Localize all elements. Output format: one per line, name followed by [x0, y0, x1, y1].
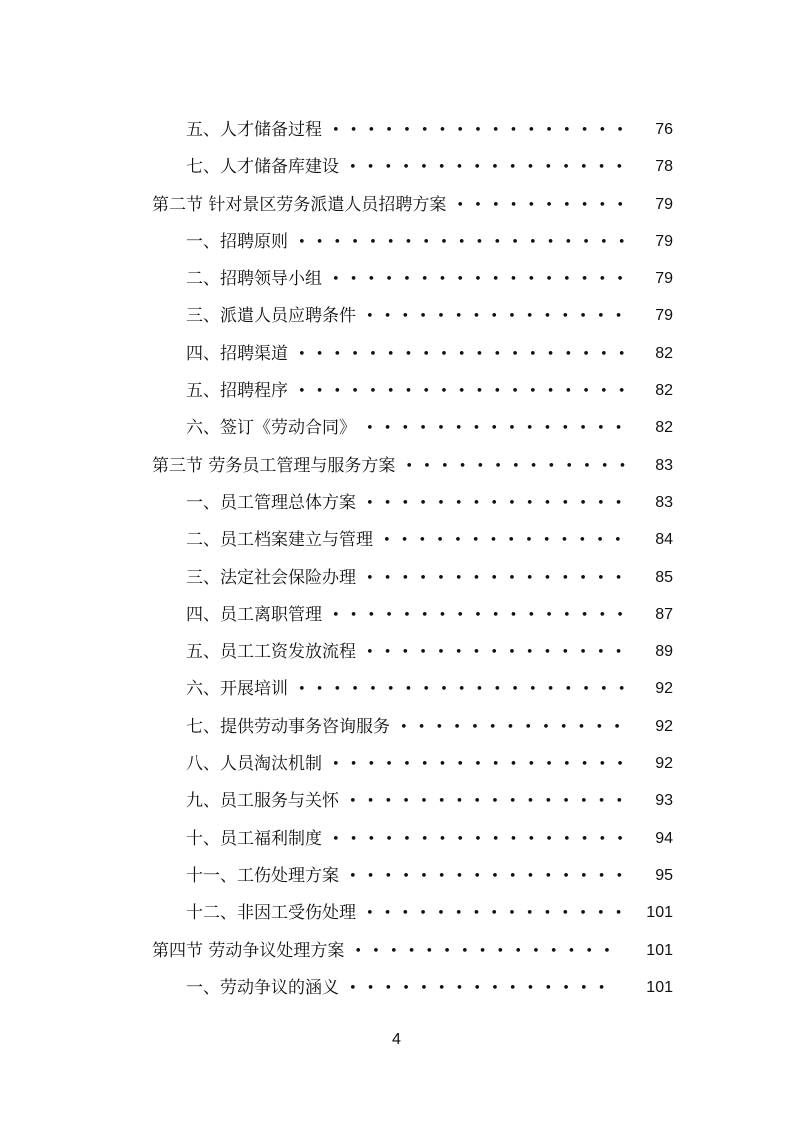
toc-dot-leader: ••••••••••••••• — [366, 309, 633, 325]
toc-subsection-entry[interactable] — [0, 261, 793, 298]
toc-section-entry[interactable] — [0, 448, 793, 485]
toc-subsection-entry[interactable] — [0, 336, 793, 373]
toc-entry-page: 92 — [655, 755, 673, 773]
toc-subsection-entry[interactable] — [0, 112, 793, 149]
toc-subsection-entry[interactable] — [0, 485, 793, 522]
toc-entry-page: 101 — [646, 904, 673, 922]
toc-subsection-entry[interactable] — [0, 149, 793, 186]
toc-dot-leader: ••••••••••••••••••• — [298, 234, 636, 250]
toc-entry-title: 一、劳动争议的涵义 — [186, 977, 339, 998]
toc-entry-title: 九、员工服务与关怀 — [186, 791, 339, 812]
toc-entry-title: 六、签订《劳动合同》 — [186, 418, 356, 439]
toc-subsection-entry[interactable] — [0, 410, 793, 447]
toc-entry-page: 94 — [655, 829, 673, 847]
toc-dot-leader: ••••••••••••••• — [366, 421, 633, 437]
toc-subsection-entry[interactable] — [0, 709, 793, 746]
toc-entry-page: 83 — [655, 456, 673, 474]
toc-entry-title: 第四节 劳动争议处理方案 — [152, 940, 345, 961]
toc-subsection-entry[interactable] — [0, 522, 793, 559]
toc-dot-leader: ••••••••••••••• — [349, 980, 616, 996]
toc-dot-leader: •••••••••••••••• — [349, 868, 634, 884]
toc-dot-leader: ••••••••••••••• — [366, 645, 633, 661]
toc-entry-title: 四、员工离职管理 — [186, 604, 322, 625]
toc-entry-page: 95 — [655, 866, 673, 884]
toc-entry-title: 七、提供劳动事务咨询服务 — [186, 716, 390, 737]
toc-dot-leader: ••••••••••••••••• — [332, 123, 635, 138]
toc-entry-page: 101 — [646, 941, 673, 959]
toc-entry-title: 七、人才储备库建设 — [186, 157, 339, 178]
toc-entry-title: 十一、工伤处理方案 — [186, 865, 339, 886]
toc-entry-title: 一、招聘原则 — [186, 231, 288, 252]
page-number: 4 — [392, 1031, 401, 1048]
toc-dot-leader: •••••••••••••••• — [349, 794, 634, 810]
toc-dot-leader: ••••••••••••••••• — [332, 757, 635, 773]
toc-dot-leader: ••••••••••••••• — [366, 570, 633, 586]
toc-subsection-entry[interactable] — [0, 746, 793, 783]
toc-entry-title: 五、招聘程序 — [186, 381, 288, 402]
toc-entry-title: 五、人才储备过程 — [186, 120, 322, 140]
toc-dot-leader: ••••••••••••• — [405, 458, 637, 474]
toc-subsection-entry[interactable] — [0, 373, 793, 410]
toc-entry-page: 79 — [655, 232, 673, 250]
toc-dot-leader: ••••••••••••••••••• — [298, 682, 636, 698]
toc-dot-leader: ••••••••••••••• — [354, 943, 621, 959]
toc-subsection-entry[interactable] — [0, 560, 793, 597]
toc-subsection-entry[interactable] — [0, 895, 793, 932]
toc-dot-leader: •••••••••••••• — [383, 533, 632, 549]
toc-dot-leader: •••••••••••••••• — [349, 160, 634, 176]
table-of-contents — [0, 112, 793, 1007]
toc-entry-title: 三、法定社会保险办理 — [186, 567, 356, 588]
toc-entry-page: 79 — [655, 307, 673, 325]
toc-entry-title: 二、招聘领导小组 — [186, 269, 322, 290]
toc-entry-page: 85 — [655, 568, 673, 586]
toc-entry-title: 六、开展培训 — [186, 679, 288, 700]
toc-dot-leader: ••••••••••••• — [400, 719, 631, 735]
toc-entry-page: 83 — [655, 493, 673, 511]
toc-entry-title: 三、派遣人员应聘条件 — [186, 306, 356, 327]
toc-entry-page: 101 — [646, 978, 673, 996]
toc-entry-title: 八、人员淘汰机制 — [186, 754, 322, 775]
toc-subsection-entry[interactable] — [0, 970, 793, 1007]
toc-entry-title: 十、员工福利制度 — [186, 828, 322, 849]
toc-entry-page: 93 — [655, 792, 673, 810]
toc-subsection-entry[interactable] — [0, 821, 793, 858]
toc-section-entry[interactable] — [0, 187, 793, 224]
toc-dot-leader: ••••••••••••••••••• — [298, 346, 636, 362]
toc-dot-leader: ••••••••••••••••••• — [298, 384, 636, 400]
toc-entry-title: 二、员工档案建立与管理 — [186, 530, 373, 551]
toc-entry-page: 89 — [655, 643, 673, 661]
toc-dot-leader: ••••••••••••••••• — [332, 272, 635, 288]
toc-entry-page: 82 — [655, 344, 673, 362]
toc-subsection-entry[interactable] — [0, 597, 793, 634]
toc-subsection-entry[interactable] — [0, 671, 793, 708]
toc-entry-title: 一、员工管理总体方案 — [186, 492, 356, 513]
toc-dot-leader: ••••••••••••••••• — [332, 607, 635, 623]
toc-entry-page: 87 — [655, 605, 673, 623]
toc-dot-leader: ••••••••••••••••• — [332, 831, 635, 847]
toc-entry-page: 92 — [655, 680, 673, 698]
toc-dot-leader: •••••••••• — [456, 197, 635, 213]
toc-entry-page: 82 — [655, 419, 673, 437]
toc-entry-page: 92 — [655, 717, 673, 735]
toc-section-entry[interactable] — [0, 933, 793, 970]
toc-dot-leader: ••••••••••••••• — [366, 495, 633, 511]
toc-entry-page: 82 — [655, 382, 673, 400]
toc-subsection-entry[interactable] — [0, 858, 793, 895]
toc-entry-title: 第三节 劳务员工管理与服务方案 — [152, 455, 396, 476]
toc-entry-page: 76 — [655, 121, 673, 138]
toc-subsection-entry[interactable] — [0, 634, 793, 671]
toc-entry-title: 第二节 针对景区劳务派遣人员招聘方案 — [152, 194, 447, 215]
toc-subsection-entry[interactable] — [0, 783, 793, 820]
toc-entry-page: 79 — [655, 195, 673, 213]
toc-subsection-entry[interactable] — [0, 298, 793, 335]
toc-entry-title: 五、员工工资发放流程 — [186, 642, 356, 663]
toc-entry-page: 84 — [655, 531, 673, 549]
toc-entry-title: 四、招聘渠道 — [186, 343, 288, 364]
toc-subsection-entry[interactable] — [0, 224, 793, 261]
toc-dot-leader: ••••••••••••••• — [366, 906, 633, 922]
toc-entry-page: 79 — [655, 270, 673, 288]
toc-entry-title: 十二、非因工受伤处理 — [186, 903, 356, 924]
toc-entry-page: 78 — [655, 158, 673, 176]
